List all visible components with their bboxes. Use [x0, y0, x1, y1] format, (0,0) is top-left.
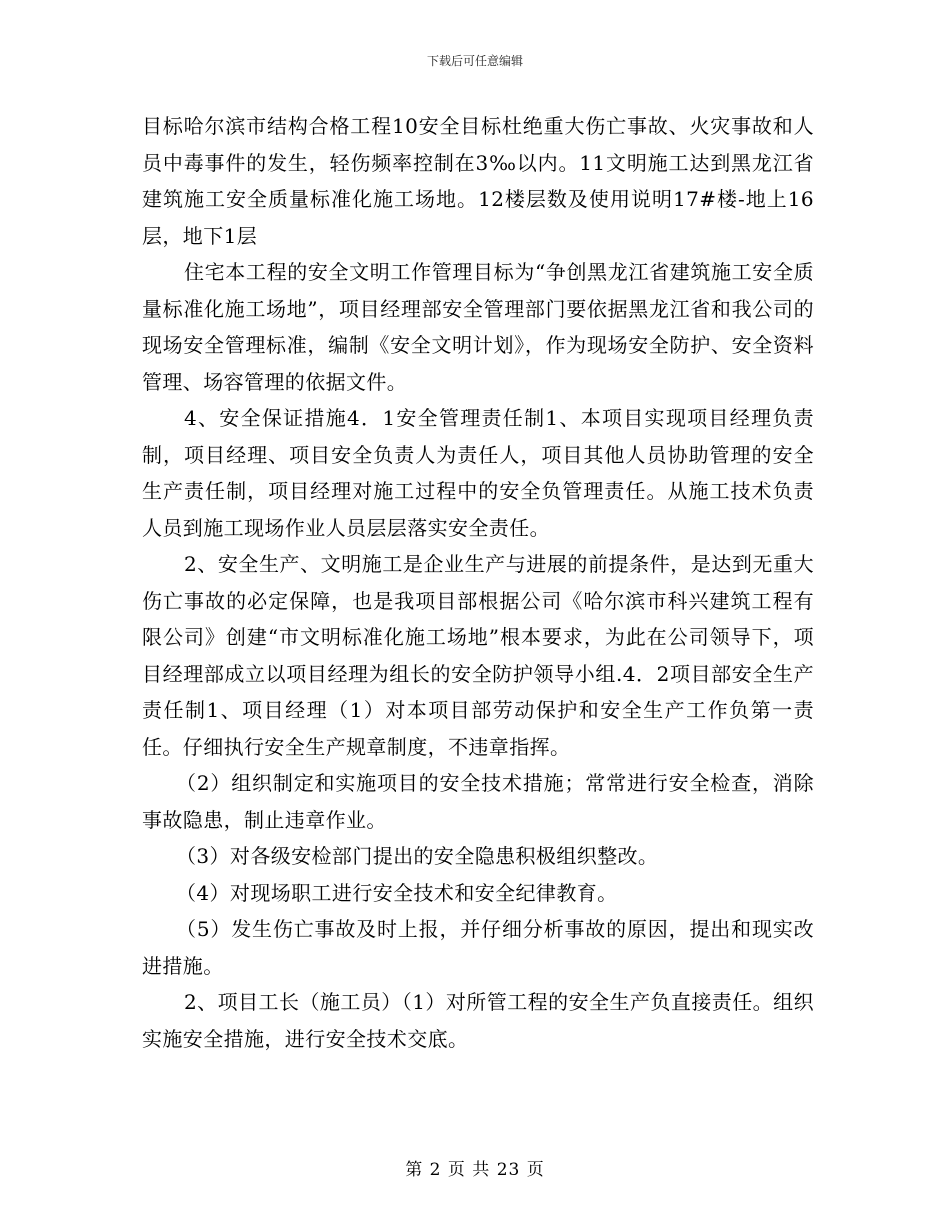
paragraph-management-goal: 住宅本工程的安全文明工作管理目标为“争创黑龙江省建筑施工安全质量标准化施工场地”，项目经理部安全管理部门要依据黑龙江省和我公司的现场安全管理标准，编制《安全文明计划》，作为现场安全防护、安全资料管理、场容管理的依据文件。: [142, 260, 814, 394]
paragraph-foreman-duties: 2、项目工长（施工员）（1）对所管工程的安全生产负直接责任。组织实施安全措施，进行安全技术交底。: [142, 990, 814, 1051]
page-header: 下载后可任意编辑: [426, 54, 523, 68]
page-footer: 第 2 页 共 23 页: [405, 1160, 545, 1180]
paragraph-item-5: （5）发生伤亡事故及时上报，并仔细分析事故的原因，提出和现实改进措施。: [142, 917, 814, 978]
paragraph-item-4: （4）对现场职工进行安全技术和安全纪律教育。: [176, 880, 618, 905]
document-body: [142, 108, 814, 1057]
paragraph-item-3: （3）对各级安检部门提出的安全隐患积极组织整改。: [176, 844, 659, 868]
paragraph-safety-targets: 目标哈尔滨市结构合格工程10安全目标杜绝重大伤亡事故、火灾事故和人员中毒事件的发生，轻伤频率控制在3‰以内。11文明施工达到黑龙江省建筑施工安全质量标准化施工场地。12楼层数及使用说明17#楼-地上16层，地下1层: [142, 114, 814, 248]
paragraph-safety-measures: 4、安全保证措施4．1安全管理责任制1、本项目实现项目经理负责制，项目经理、项目安全负责人为责任人，项目其他人员协助管理的安全生产责任制，项目经理对施工过程中的安全负管理责任。从施工技术负责人员到施工现场作业人员层层落实安全责任。: [142, 406, 814, 540]
paragraph-item-2: （2）组织制定和实施项目的安全技术措施；常常进行安全检查，消除事故隐患，制止违章作业。: [142, 771, 814, 832]
paragraph-safety-production: 2、安全生产、文明施工是企业生产与进展的前提条件，是达到无重大伤亡事故的必定保障，也是我项目部根据公司《哈尔滨市科兴建筑工程有限公司》创建“市文明标准化施工场地”根本要求，为此在公司领导下，项目经理部成立以项目经理为组长的安全防护领导小组.4．2项目部安全生产责任制1、项目经理（1）对本项目部劳动保护和安全生产工作负第一责任。仔细执行安全生产规章制度，不违章指挥。: [142, 552, 814, 759]
